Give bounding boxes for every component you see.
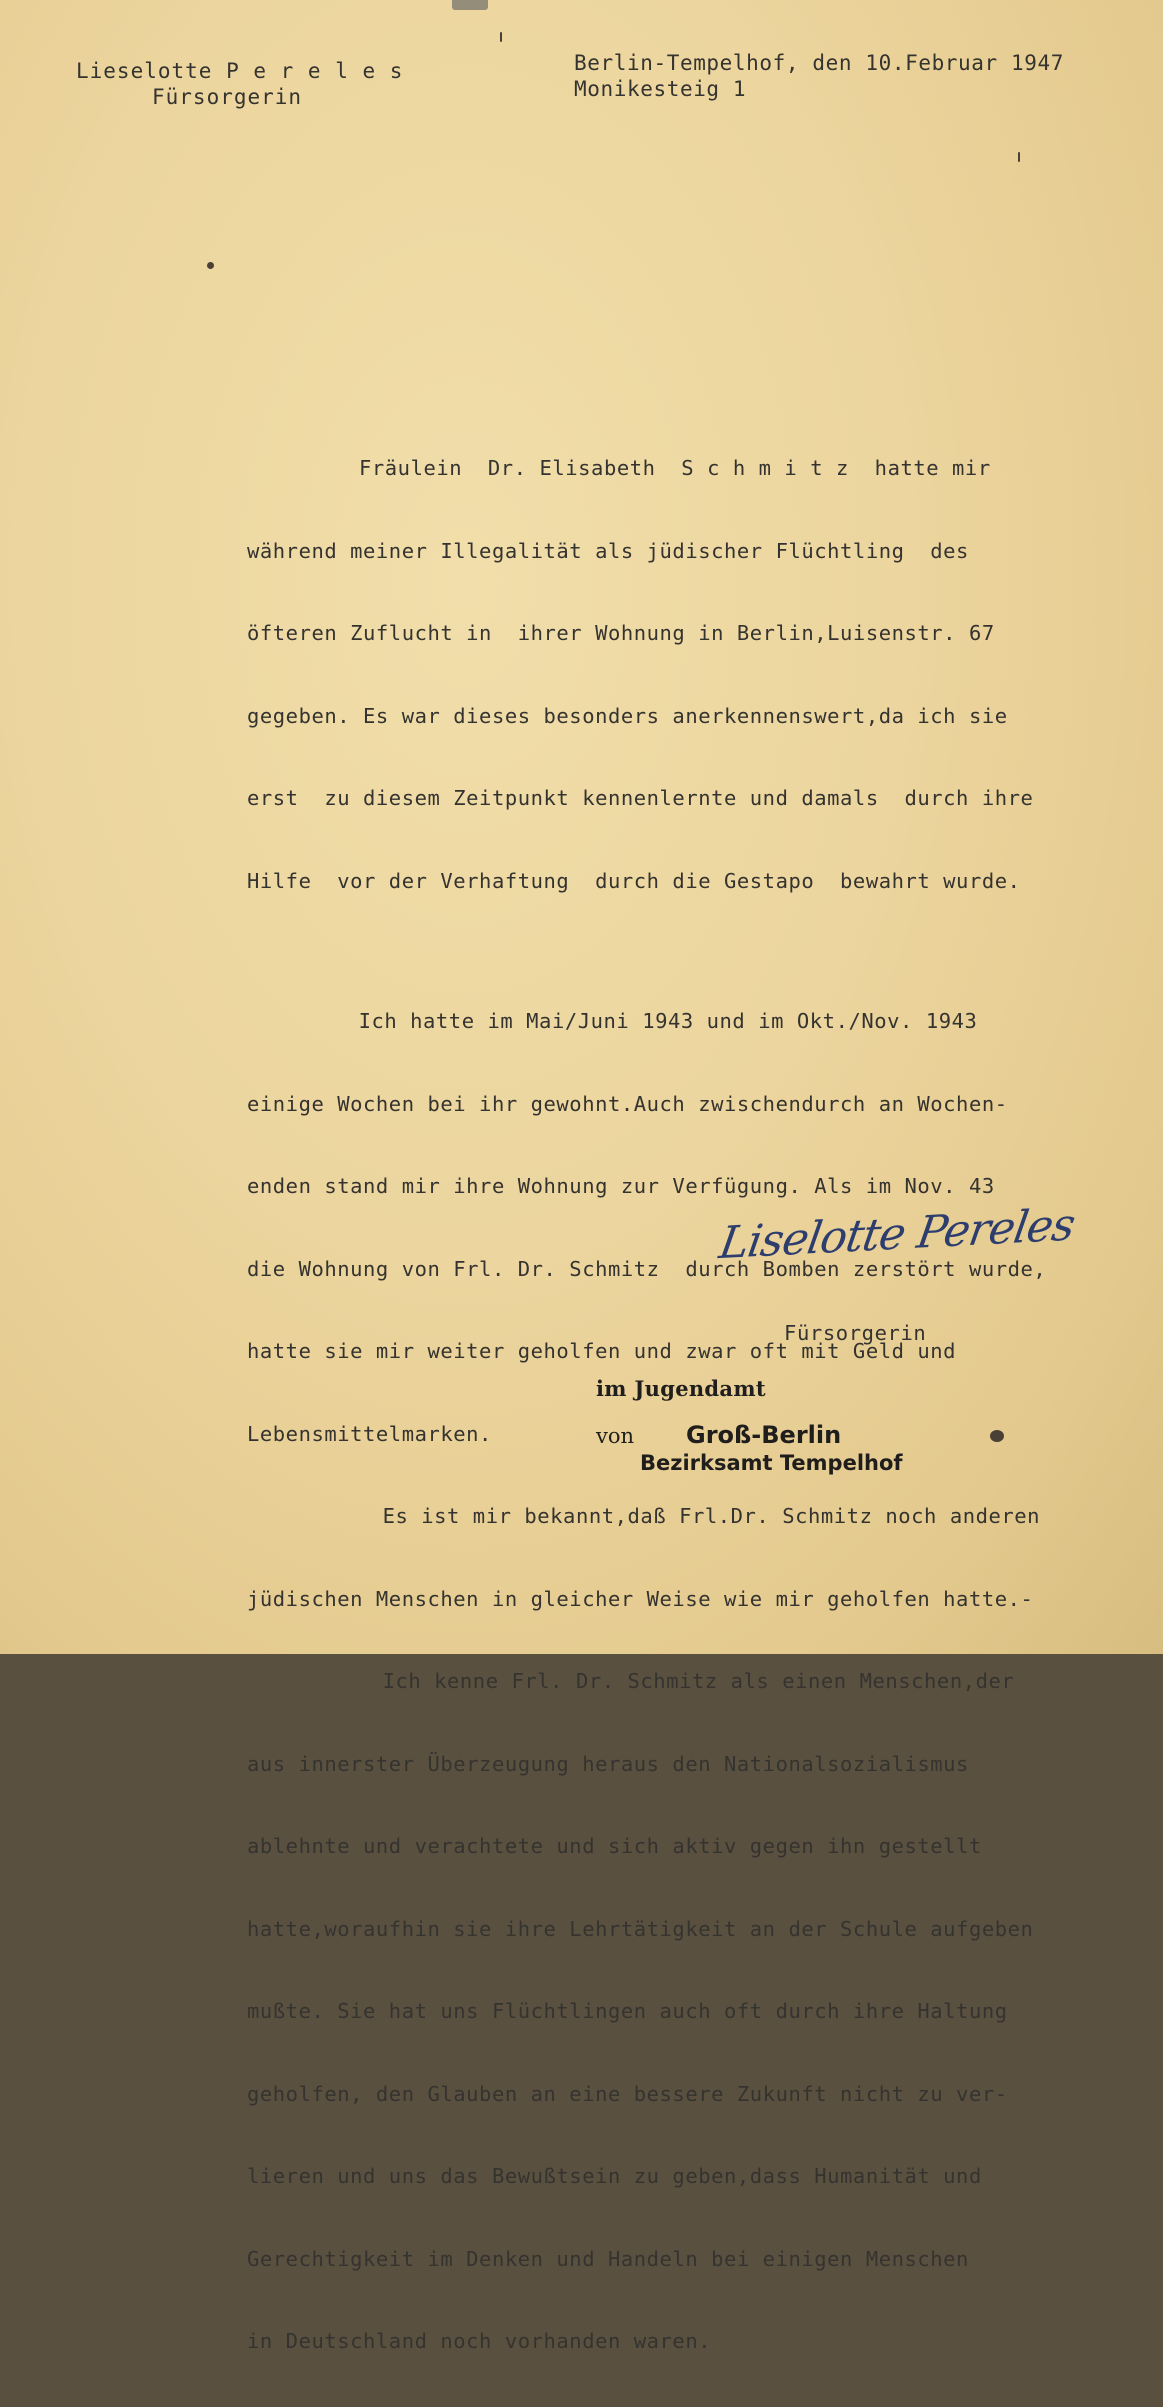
body-line: ablehnte und verachtete und sich aktiv gegen ihn gestellt — [247, 1834, 982, 1858]
paragraph-gap — [247, 946, 1137, 956]
body-line: einige Wochen bei ihr gewohnt.Auch zwischendurch an Wochen- — [247, 1091, 1008, 1116]
stamp-city: Groß-Berlin — [686, 1421, 842, 1449]
body-line: erst zu diesem Zeitpunkt kennenlernte und damals durch ihre — [247, 786, 1034, 810]
paper-speck — [500, 32, 502, 42]
sender-name: Lieselotte P e r e l e s — [76, 59, 404, 83]
body-line: Lebensmittelmarken. — [247, 1421, 492, 1446]
paper-speck — [207, 262, 214, 269]
body-line: Hilfe vor der Verhaftung durch die Gestapo bewahrt wurde. — [247, 868, 1021, 893]
place-date: Berlin-Tempelhof, den 10.Februar 1947 — [574, 51, 1064, 75]
body-line: aus innerster Überzeugung heraus den Nationalsozialismus — [247, 1751, 969, 1776]
body-line: jüdischen Menschen in gleicher Weise wie mir geholfen hatte.- — [247, 1586, 1034, 1611]
place-date-block — [574, 50, 1064, 102]
body-line: während meiner Illegalität als jüdischer Flüchtling des — [247, 538, 969, 563]
body-line: mußte. Sie hat uns Flüchtlingen auch oft durch ihre Haltung — [247, 1999, 1008, 2023]
stamp-line-2 — [596, 1421, 903, 1449]
body-line: gegeben. Es war dieses besonders anerkennenswert,da ich sie — [247, 703, 1008, 728]
body-line: die Wohnung von Frl. Dr. Schmitz durch Bomben zerstört wurde, — [247, 1256, 1047, 1281]
stamp-line-1: im Jugendamt — [596, 1376, 766, 1401]
body-line: Ich kenne Frl. Dr. Schmitz als einen Menschen,der — [331, 1669, 1015, 1693]
body-line: in Deutschland noch vorhanden waren. — [247, 2329, 712, 2353]
stamp-line-3: Bezirksamt Tempelhof — [640, 1451, 903, 1475]
signature-role: Fürsorgerin — [784, 1321, 927, 1345]
binding-strip — [452, 0, 488, 10]
sender-address: Monikesteig 1 — [574, 77, 747, 101]
body-line: Fräulein Dr. Elisabeth S c h m i t z hatte mir — [359, 456, 991, 480]
body-line: lieren und uns das Bewußtsein zu geben,dass Humanität und — [247, 2164, 982, 2188]
sender-role: Fürsorgerin — [152, 85, 303, 109]
body-line: geholfen, den Glauben an eine bessere Zukunft nicht zu ver- — [247, 2081, 1008, 2106]
body-line: hatte sie mir weiter geholfen und zwar oft mit Geld und — [247, 1339, 957, 1363]
stamp-prefix: von — [596, 1424, 635, 1448]
paper-speck — [1018, 152, 1020, 162]
body-line: Gerechtigkeit im Denken und Handeln bei einigen Menschen — [247, 2246, 969, 2271]
body-line: Es ist mir bekannt,daß Frl.Dr. Schmitz noch anderen — [331, 1504, 1041, 1528]
body-line: öfteren Zuflucht in ihrer Wohnung in Berlin,Luisenstr. 67 — [247, 621, 995, 645]
office-stamp — [596, 1376, 903, 1475]
body-line: enden stand mir ihre Wohnung zur Verfügung. Als im Nov. 43 — [247, 1174, 995, 1198]
handwritten-signature: Liselotte Pereles — [715, 1199, 1078, 1270]
sender-block — [76, 58, 403, 110]
body-line: hatte,woraufhin sie ihre Lehrtätigkeit an der Schule aufgeben — [247, 1916, 1034, 1941]
body-line: Ich hatte im Mai/Juni 1943 und im Okt./Nov. 1943 — [307, 1009, 978, 1033]
